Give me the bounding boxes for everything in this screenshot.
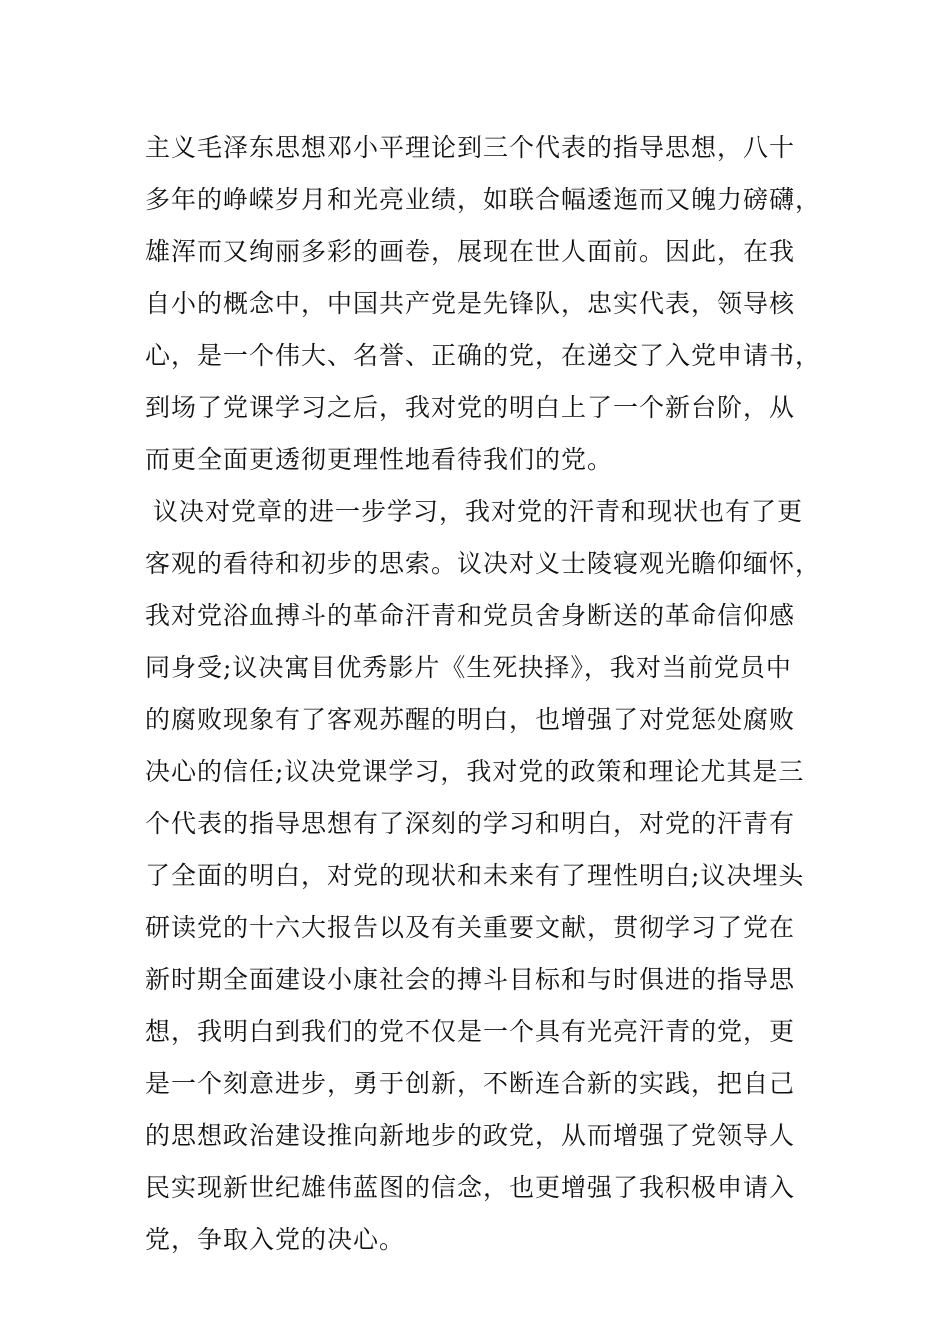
text-line: 新时期全面建设小康社会的搏斗目标和与时俱进的指导思 [145, 965, 796, 994]
text-line: 个代表的指导思想有了深刻的学习和明白，对党的汗青有 [145, 809, 796, 838]
text-line: 客观的看待和初步的思索。议决对义士陵寝观光瞻仰缅怀， [145, 549, 822, 578]
text-line: 研读党的十六大报告以及有关重要文献，贯彻学习了党在 [145, 913, 796, 942]
text-line: 我对党浴血搏斗的革命汗青和党员舍身断送的革命信仰感 [145, 601, 796, 630]
text-line: 议决对党章的进一步学习，我对党的汗青和现状也有了更 [153, 497, 804, 526]
text-line: 民实现新世纪雄伟蓝图的信念，也更增强了我积极申请入 [145, 1173, 796, 1202]
text-line: 到场了党课学习之后，我对党的明白上了一个新台阶，从 [145, 393, 796, 422]
text-line: 决心的信任;议决党课学习，我对党的政策和理论尤其是三 [145, 757, 805, 786]
text-line: 而更全面更透彻更理性地看待我们的党。 [145, 445, 614, 474]
text-line: 同身受;议决寓目优秀影片《生死抉择》，我对当前党员中 [145, 653, 792, 682]
text-line: 雄浑而又绚丽多彩的画卷，展现在世人面前。因此，在我 [145, 237, 796, 266]
text-line: 主义毛泽东思想邓小平理论到三个代表的指导思想，八十 [145, 133, 796, 162]
text-line: 的腐败现象有了客观苏醒的明白，也增强了对党惩处腐败 [145, 705, 796, 734]
text-line: 自小的概念中，中国共产党是先锋队，忠实代表，领导核 [145, 289, 796, 318]
paragraph [145, 486, 825, 1266]
text-line: 党，争取入党的决心。 [145, 1225, 406, 1254]
text-line: 心，是一个伟大、名誉、正确的党，在递交了入党申请书， [145, 341, 822, 370]
text-line: 多年的峥嵘岁月和光亮业绩，如联合幅逶迤而又魄力磅礴， [145, 185, 822, 214]
document-body [145, 122, 825, 1266]
text-line: 想，我明白到我们的党不仅是一个具有光亮汗青的党，更 [145, 1017, 796, 1046]
text-line: 是一个刻意进步，勇于创新，不断连合新的实践，把自己 [145, 1069, 796, 1098]
text-line: 的思想政治建设推向新地步的政党，从而增强了党领导人 [145, 1121, 796, 1150]
paragraph [145, 122, 825, 486]
text-line: 了全面的明白，对党的现状和未来有了理性明白;议决埋头 [145, 861, 805, 890]
